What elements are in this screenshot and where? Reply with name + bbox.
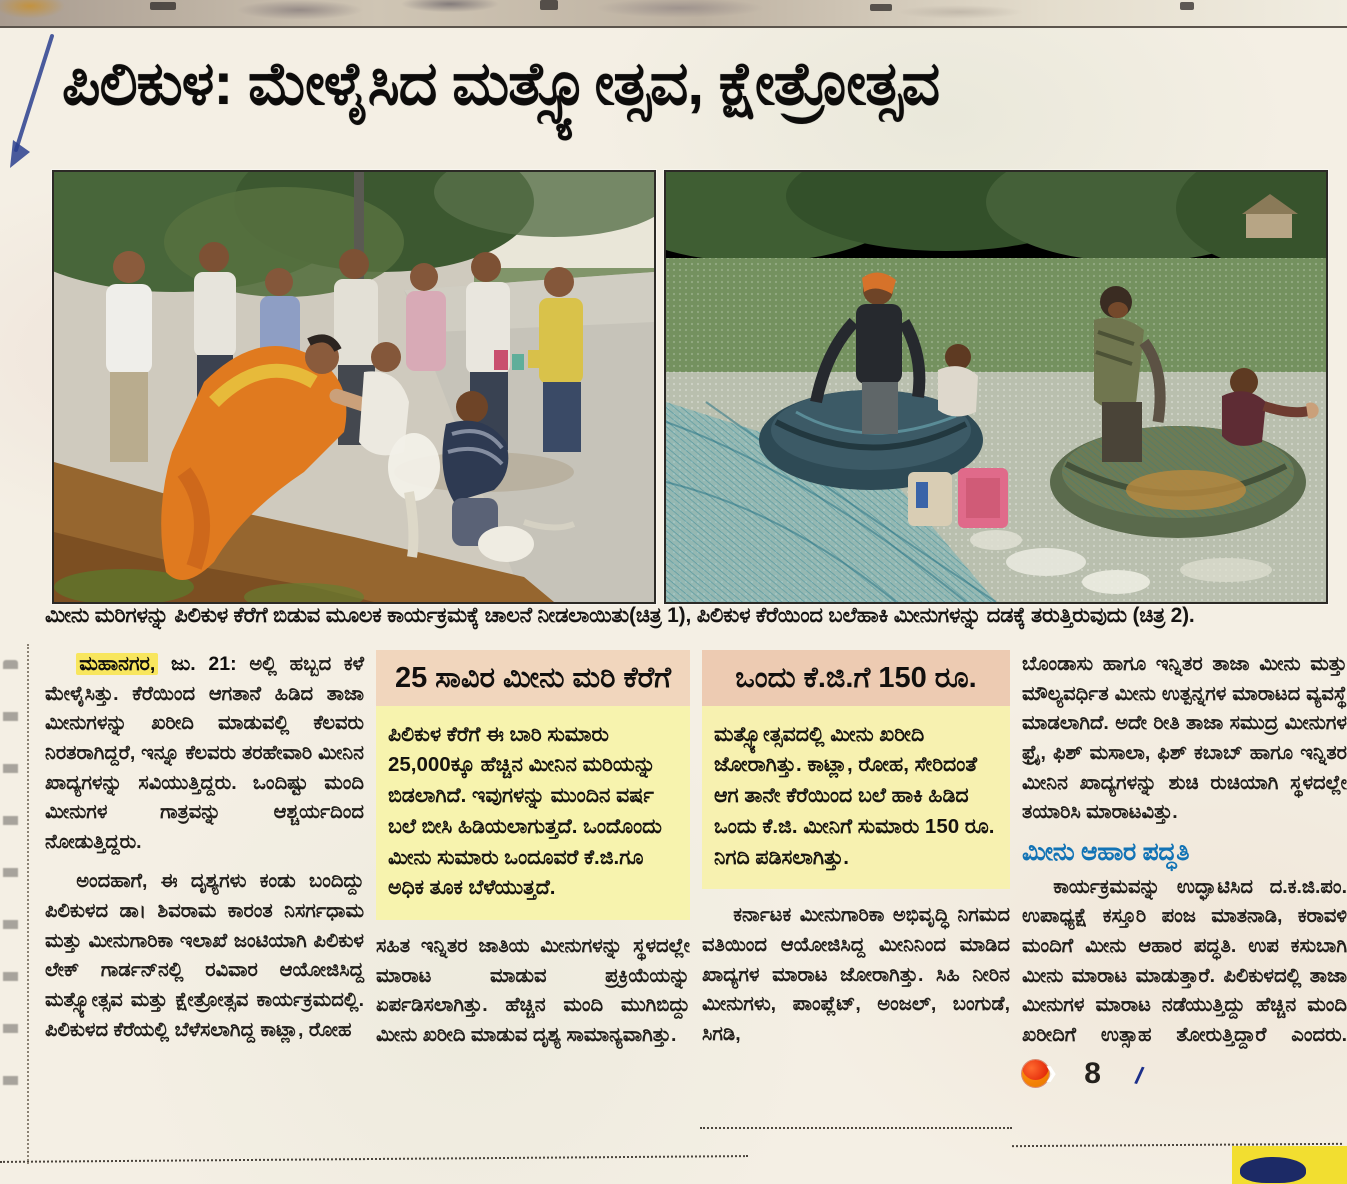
photo-1-fish-release: [52, 170, 656, 604]
continuation-marker: [1022, 1051, 1146, 1097]
dateline-place: ಮಹಾನಗರ,: [76, 653, 158, 675]
paragraph-text: ಅಲ್ಲಿ ಹಬ್ಬದ ಕಳೆ ಮೇಳೈಸಿತ್ತು. ಕೆರೆಯಿಂದ ಆಗತಾನೆ ಹಿಡಿದ ತಾಜಾ ಮೀನುಗಳನ್ನು ಖರೀದಿ ಮಾಡುವಲ್ಲಿ ಕೆಲವರು ನಿರತರಾಗಿದ್ದರೆ, ಇನ್ನೂ ಕೆಲವರು ತರಹೇವಾರಿ ಮೀನಿನ ಖಾದ್ಯಗಳನ್ನು ಸವಿಯುತ್ತಿದ್ದರು. ಒಂದಿಷ್ಟು ಮಂದಿ ಮೀನುಗಳ ಗಾತ್ರವನ್ನು ಆಶ್ಚರ್ಯದಿಂದ ನೋಡುತ್ತಿದ್ದರು.: [45, 653, 365, 853]
infobox-25-thousand-fry: [376, 650, 690, 920]
infobox-title: 25 ಸಾವಿರ ಮೀನು ಮರಿ ಕೆರೆಗೆ: [376, 650, 690, 706]
paragraph: ಕರ್ನಾಟಕ ಮೀನುಗಾರಿಕಾ ಅಭಿವೃದ್ಧಿ ನಿಗಮದ ವತಿಯಿಂದ ಆಯೋಜಿಸಿದ್ದ ಮೀನಿನಿಂದ ಮಾಡಿದ ಖಾದ್ಯಗಳ ಮಾರಾಟ ಜೋರಾಗಿತ್ತು. ಸಿಹಿ ನೀರಿನ ಮೀನುಗಳು, ಪಾಂಪ್ಲೆಟ್, ಅಂಜಲ್, ಬಂಗುಡೆ, ಸಿಗಡಿ,: [702, 904, 1010, 1045]
pen-tick-mark: /: [1132, 1062, 1146, 1091]
column-3: [702, 650, 1010, 1162]
photo-row: [52, 170, 1328, 604]
infobox-150-rupees: [702, 650, 1010, 889]
infobox-body: ಮತ್ಸ್ಯೋತ್ಸವದಲ್ಲಿ ಮೀನು ಖರೀದಿ ಜೋರಾಗಿತ್ತು. ಕಾಟ್ಲಾ, ರೋಹ, ಸೇರಿದಂತೆ ಆಗ ತಾನೇ ಕೆರೆಯಿಂದ ಬಲೆ ಹಾಕಿ ಹಿಡಿದ ಒಂದು ಕೆ.ಜಿ. ಮೀನಿಗೆ ಸುಮಾರು 150 ರೂ. ನಿಗದಿ ಪಡಿಸಲಾಗಿತ್ತು.: [702, 706, 1010, 890]
paragraph: [45, 650, 364, 857]
paragraph-text: ಕಾರ್ಯಕ್ರಮವನ್ನು ಉದ್ಘಾಟಿಸಿದ ದ.ಕ.ಜಿ.ಪಂ. ಉಪಾಧ್ಯಕ್ಷೆ ಕಸ್ತೂರಿ ಪಂಜ ಮಾತನಾಡಿ, ಕರಾವಳಿ ಮಂದಿಗೆ ಮೀನು ಆಹಾರ ಪದ್ಧತಿ. ಉಪ ಕಸುಬಾಗಿ ಮೀನು ಮಾರಾಟ ಮಾಡುತ್ತಾರೆ. ಪಿಲಿಕುಳದಲ್ಲಿ ತಾಜಾ ಮೀನುಗಳ ಮಾರಾಟ ನಡೆಯುತ್ತಿದ್ದು ಹೆಚ್ಚಿನ ಮಂದಿ ಖರೀದಿಗೆ ಉತ್ಸಾಹ ತೋರುತ್ತಿದ್ದಾರೆ ಎಂದರು.: [1022, 875, 1347, 1046]
paragraph: ಸಹಿತ ಇನ್ನಿತರ ಜಾತಿಯ ಮೀನುಗಳನ್ನು ಸ್ಥಳದಲ್ಲೇ ಮಾರಾಟ ಮಾಡುವ ಪ್ರಕ್ರಿಯೆಯನ್ನು ಏರ್ಪಡಿಸಲಾಗಿತ್ತು. ಹೆಚ್ಚಿನ ಮಂದಿ ಮುಗಿಬಿದ್ದು ಮೀನು ಖರೀದಿ ಮಾಡುವ ದೃಶ್ಯ ಸಾಮಾನ್ಯವಾಗಿತ್ತು.: [376, 935, 690, 1047]
top-edge-fragment: [0, 0, 1347, 28]
adjacent-content-fragment: [1232, 1146, 1347, 1184]
dateline-date: ಜು. 21:: [170, 653, 237, 675]
paragraph: ಬೊಂಡಾಸು ಹಾಗೂ ಇನ್ನಿತರ ತಾಜಾ ಮೀನು ಮತ್ತು ಮೌಲ್ಯವರ್ಧಿತ ಮೀನು ಉತ್ಪನ್ನಗಳ ಮಾರಾಟದ ವ್ಯವಸ್ಥೆ ಮಾಡಲಾಗಿದೆ. ಅದೇ ರೀತಿ ತಾಜಾ ಸಮುದ್ರ ಮೀನುಗಳ ಫ್ರೈ, ಫಿಶ್ ಮಸಾಲಾ, ಫಿಶ್ ಕಬಾಬ್ ಹಾಗೂ ಇನ್ನಿತರ ಮೀನಿನ ಖಾದ್ಯಗಳನ್ನು ಶುಚಿ ರುಚಿಯಾಗಿ ಸ್ಥಳದಲ್ಲೇ ತಯಾರಿಸಿ ಮಾರಾಟವಿತ್ತು.: [1022, 653, 1347, 824]
photo-1-illustration: [54, 172, 654, 602]
arrow-circle-icon: ❯: [1022, 1060, 1049, 1087]
left-column-separator: [27, 644, 29, 1164]
dotted-rule-column-3: [700, 1127, 1012, 1129]
column-1: [45, 650, 364, 1162]
bags-and-boxes: [908, 468, 1008, 528]
section-subhead: ಮೀನು ಆಹಾರ ಪದ್ಧತಿ: [1022, 837, 1190, 866]
photo-2-illustration: [666, 172, 1326, 602]
article-body: [45, 650, 1347, 1162]
infobox-body: ಪಿಲಿಕುಳ ಕೆರೆಗೆ ಈ ಬಾರಿ ಸುಮಾರು 25,000ಕ್ಕೂ ಹೆಚ್ಚಿನ ಮೀನಿನ ಮರಿಯನ್ನು ಬಿಡಲಾಗಿದೆ. ಇವುಗಳನ್ನು ಮುಂದಿನ ವರ್ಷ ಬಲೆ ಬೀಸಿ ಹಿಡಿಯಲಾಗುತ್ತದೆ. ಒಂದೊಂದು ಮೀನು ಸುಮಾರು ಒಂದೂವರೆ ಕೆ.ಜಿ.ಗೂ ಅಧಿಕ ತೂಕ ಬೆಳೆಯುತ್ತದೆ.: [376, 706, 690, 921]
infobox-title: ಒಂದು ಕೆ.ಜಿ.ಗೆ 150 ರೂ.: [702, 650, 1010, 706]
paragraph: ಅಂದಹಾಗೆ, ಈ ದೃಶ್ಯಗಳು ಕಂಡು ಬಂದಿದ್ದು ಪಿಲಿಕುಳದ ಡಾ। ಶಿವರಾಮ ಕಾರಂತ ನಿಸರ್ಗಧಾಮ ಮತ್ತು ಮೀನುಗಾರಿಕಾ ಇಲಾಖೆ ಜಂಟಿಯಾಗಿ ಪಿಲಿಕುಳ ಲೇಕ್ ಗಾರ್ಡನ್‌ನಲ್ಲಿ ರವಿವಾರ ಆಯೋಜಿಸಿದ್ದ ಮತ್ಸ್ಯೋತ್ಸವ ಮತ್ತು ಕ್ಷೇತ್ರೋತ್ಸವ ಕಾರ್ಯಕ್ರಮದಲ್ಲಿ. ಪಿಲಿಕುಳದ ಕೆರೆಯಲ್ಲಿ ಬೆಳೆಸಲಾಗಿದ್ದ ಕಾಟ್ಲಾ, ರೋಹ: [45, 870, 364, 1041]
continuation-page-number: 8: [1084, 1056, 1101, 1090]
adjacent-content-blob: [1240, 1157, 1306, 1183]
headline: ಪಿಲಿಕುಳ: ಮೇಳೈಸಿದ ಮತ್ಸ್ಯೋತ್ಸವ, ಕ್ಷೇತ್ರೋತ್ಸವ: [62, 50, 940, 117]
left-cutoff-text-fragments: [3, 660, 18, 1090]
paragraph: [1022, 873, 1347, 1096]
photo-caption: ಮೀನು ಮರಿಗಳನ್ನು ಪಿಲಿಕುಳ ಕೆರೆಗೆ ಬಿಡುವ ಮೂಲಕ ಕಾರ್ಯಕ್ರಮಕ್ಕೆ ಚಾಲನೆ ನೀಡಲಾಯಿತು(ಚಿತ್ರ 1), ಪಿಲಿಕುಳ ಕೆರೆಯಿಂದ ಬಲೆಹಾಕಿ ಮೀನುಗಳನ್ನು ದಡಕ್ಕೆ ತರುತ್ತಿರುವುದು (ಚಿತ್ರ 2).: [45, 604, 1195, 627]
column-4: [1022, 650, 1347, 1162]
pen-arrow-mark: [0, 28, 70, 188]
photo-2-coracle-fishing: [664, 170, 1328, 604]
column-2: [376, 650, 690, 1162]
